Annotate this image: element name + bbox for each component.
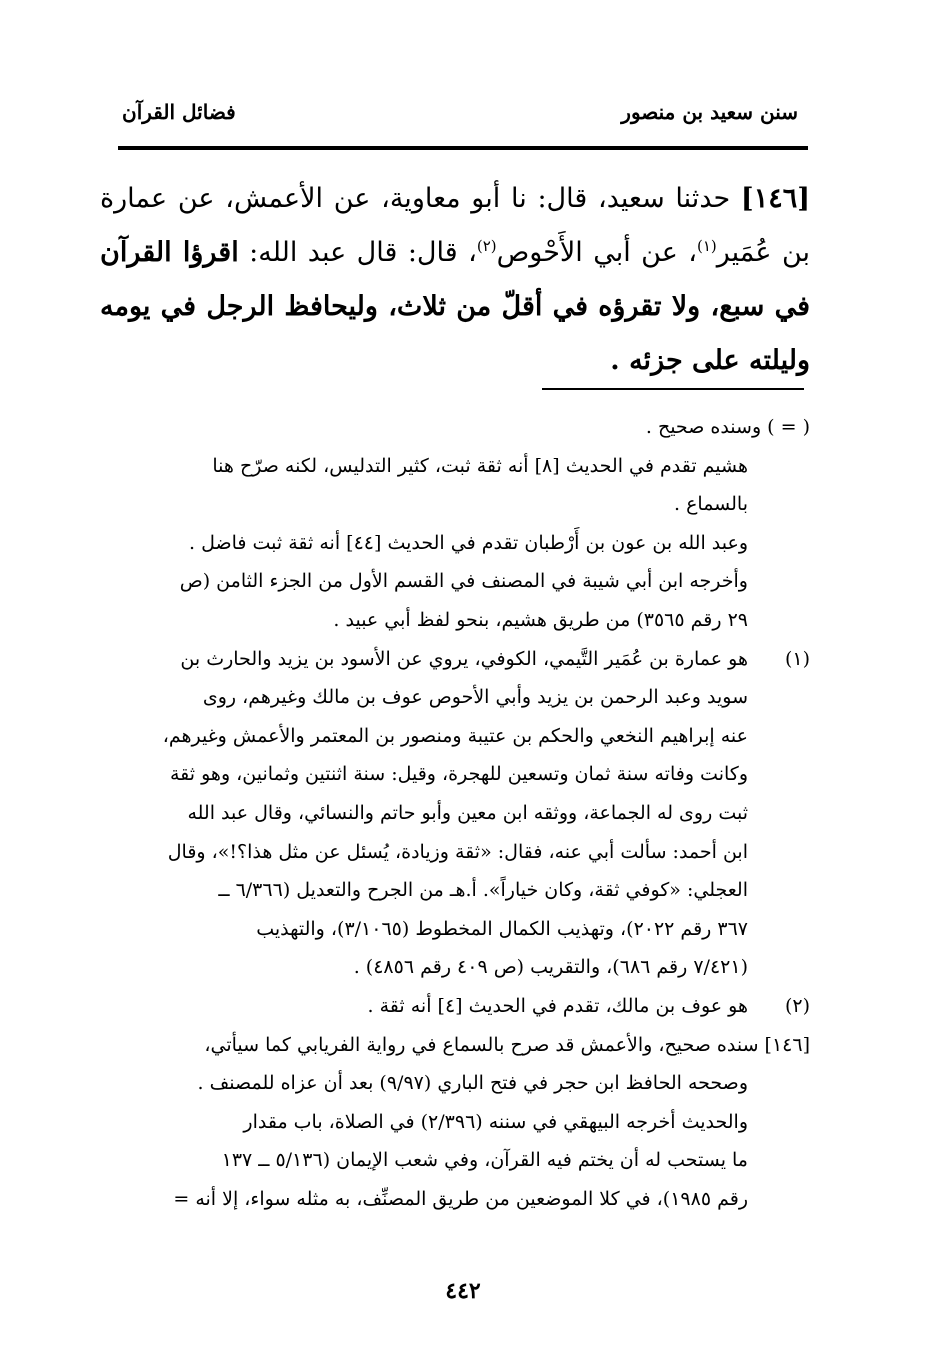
footnote-146-line: وصححه الحافظ ابن حجر في فتح الباري (٩/٩٧) بعد أن عزاه للمصنف . [197,1072,748,1095]
note-line: وعبد الله بن عون بن أَرْطبان تقدم في الحديث [٤٤] أنه ثقة ثبت فاضل . [189,531,748,554]
note-line: ٢٩ رقم ٣٥٦٥) من طريق هشيم، بنحو لفظ أبي عبيد . [333,608,748,631]
hadith-chain-part-3: ، قال: قال عبد الله: [249,237,477,268]
footnote-1-line: ثبت روى له الجماعة، ووثقه ابن معين وأبو حاتم والنسائي، وقال عبد الله [187,801,748,824]
footnote-1-line: ابن أحمد: سألت أبي عنه، فقال: «ثقة وزيادة، يُسئل عن مثل هذا؟!»، وقال [167,840,748,863]
footnote-1-marker: (١) [784,647,810,670]
hadith-text [100,172,810,388]
footnote-1-line: عنه إبراهيم النخعي والحكم بن عتيبة ومنصور بن المعتمر والأعمش وغيرهم، [162,724,748,747]
note-line: بالسماع . [673,493,748,516]
footnote-1-line: وكانت وفاته سنة ثمان وتسعين للهجرة، وقيل: سنة اثنتين وثمانين، وهو ثقة [169,763,748,786]
footnote-1-line: سويد وعبد الرحمن بن يزيد وأبي الأحوص عوف بن مالك وغيرهم، روى [202,686,748,709]
page-number: ٤٤٢ [445,1278,481,1304]
header-rule [118,146,808,150]
footnote-2-marker: (٢) [784,994,810,1017]
footnote-1-line: العجلي: «كوفي ثقة، وكان خياراً». أ.هـ من الجرح والتعديل (٦/٣٦٦ ــ [218,879,748,902]
note-line: هشيم تقدم في الحديث [٨] أنه ثقة ثبت، كثير التدليس، لكنه صرّح هنا [212,454,748,477]
footnote-1-line: (١)هو عمارة بن عُمَير التَّيمي، الكوفي، يروي عن الأسود بن يزيد والحارث بن [102,640,810,679]
footnote-146-line: رقم ١٩٨٥)، في كلا الموضعين من طريق المصنِّف، به مثله سواء، إلا أنه = [173,1187,748,1210]
hadith-quote: اقرؤا القرآن في سبع، ولا تقرؤه في أقلّ من ثلاث، وليحافظ الرجل في يومه وليلته على جزئه . [100,237,810,376]
note-continued-line: ( = ) وسنده صحيح . [645,416,810,438]
running-header-book-title: سنن سعيد بن منصور [621,100,798,124]
footnote-146-line: والحديث أخرجه البيهقي في سننه (٢/٣٩٦) في الصلاة، باب مقدار [243,1110,748,1133]
footnote-146-line: [١٤٦] سنده صحيح، والأعمش قد صرح بالسماع في رواية الفريابي كما سيأتي، [204,1033,810,1056]
hadith-chain-part-1: حدثنا سعيد، قال: نا أبو معاوية، عن الأعمش، عن عمارة بن عُمَير [100,183,811,268]
footnote-2-line: (٢)هو عوف بن مالك، تقدم في الحديث [٤] أنه ثقة . [102,987,810,1026]
footnote-146-marker: [١٤٦] [764,1033,810,1056]
footnote-1-line: ٣٦٧ رقم ٢٠٢٢)، وتهذيب الكمال المخطوط (٣/١٠٦٥)، والتهذيب [256,917,748,940]
hadith-chain-part-2: ، عن أبي الأَحْوص [496,237,697,268]
footnote-146-line: ما يستحب له أن يختم فيه القرآن، وفي شعب الإيمان (٥/١٣٦ ــ ١٣٧ [221,1149,748,1172]
footnote-1-ref: (١) [696,237,717,255]
footnotes [102,408,810,1218]
footnote-2-ref: (٢) [476,237,497,255]
footnote-1-line: (٧/٤٢١ رقم ٦٨٦)، والتقريب (ص ٤٠٩ رقم ٤٨٥٦) . [353,956,748,979]
hadith-number: [١٤٦] [740,183,810,214]
running-header-chapter-title: فضائل القرآن [122,100,236,124]
note-line: وأخرجه ابن أبي شيبة في المصنف في القسم الأول من الجزء الثامن (ص [179,570,748,593]
footnote-separator [542,388,804,390]
